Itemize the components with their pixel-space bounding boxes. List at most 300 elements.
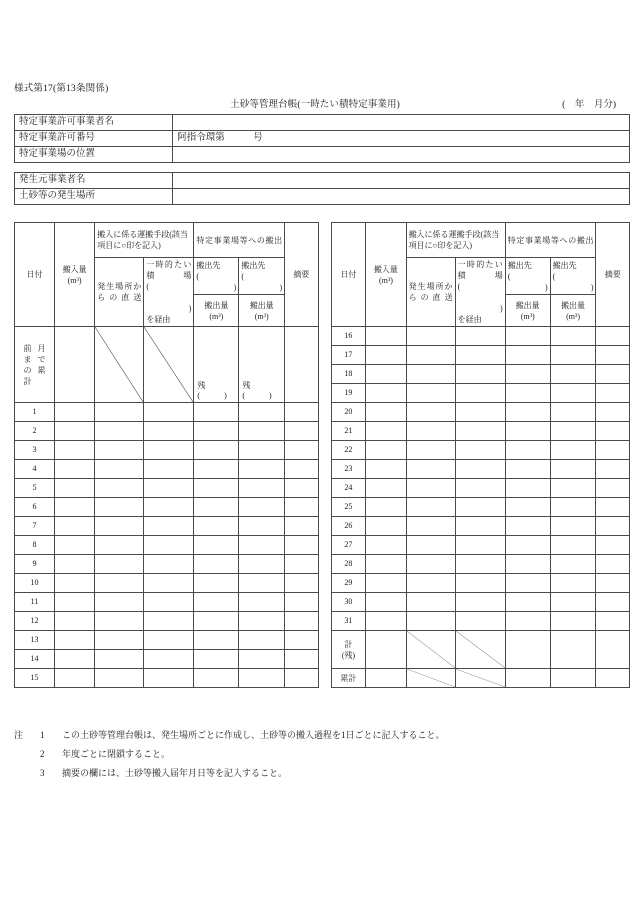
out-amount-1-cell[interactable] [505, 327, 550, 346]
prev-cumulative-carry-in[interactable] [54, 327, 94, 403]
table-row [15, 173, 630, 189]
source-info-value-1[interactable] [173, 189, 630, 205]
grand-total-via-yard-cell[interactable] [455, 669, 505, 688]
day-cell: 21 [331, 422, 366, 441]
header-carry-out-amount-2-left: 搬出量 (m³) [239, 295, 285, 327]
header-carry-out-right: 特定事業場等への搬出 [505, 223, 596, 258]
out-amount-1-cell[interactable] [194, 631, 239, 650]
table-row [15, 147, 630, 163]
carry-in-cell[interactable] [366, 479, 406, 498]
table-gap [318, 223, 331, 688]
carry-in-cell[interactable] [366, 365, 406, 384]
remarks-cell[interactable] [596, 479, 630, 498]
day-cell: 12 [15, 612, 55, 631]
via-yard-cell[interactable] [455, 327, 505, 346]
carry-in-cell[interactable] [54, 650, 94, 669]
business-info-value-2[interactable] [173, 147, 630, 163]
note-text: この土砂等管理台帳は、発生場所ごとに作成し、土砂等の搬入過程を1日ごとに記入すること。 [62, 730, 445, 740]
carry-in-cell[interactable] [366, 441, 406, 460]
carry-in-cell[interactable] [366, 593, 406, 612]
period-label: ( 年 月分) [562, 100, 616, 110]
header-direct-from-source-right: 発生場所からの直送 [406, 258, 455, 327]
prev-cumulative-out-1[interactable] [194, 327, 239, 403]
carry-in-cell[interactable] [54, 460, 94, 479]
header-remarks-left: 摘要 [285, 223, 318, 327]
ledger-header-row-1 [15, 223, 630, 258]
business-info-table [14, 114, 630, 163]
out-amount-1-cell[interactable] [194, 479, 239, 498]
out-amount-2-cell[interactable] [239, 498, 285, 517]
header-remarks-right: 摘要 [596, 223, 630, 327]
remarks-cell[interactable] [285, 574, 318, 593]
business-info-label-2: 特定事業場の位置 [15, 147, 173, 163]
via-yard-cell[interactable] [144, 555, 194, 574]
day-cell: 9 [15, 555, 55, 574]
direct-cell[interactable] [95, 612, 144, 631]
header-carry-in-label: 搬入量 [373, 264, 398, 274]
carry-in-cell[interactable] [366, 384, 406, 403]
prev-cumulative-out-2[interactable] [239, 327, 285, 403]
out-amount-1-cell[interactable] [194, 517, 239, 536]
out-amount-2-cell[interactable] [239, 612, 285, 631]
direct-cell[interactable] [95, 650, 144, 669]
carry-in-cell[interactable] [54, 555, 94, 574]
out-amount-1-cell[interactable] [194, 498, 239, 517]
table-row [15, 189, 630, 205]
out-amount-2-cell[interactable] [550, 441, 596, 460]
via-yard-cell[interactable] [455, 536, 505, 555]
via-yard-cell[interactable] [455, 441, 505, 460]
out-amount-2-cell[interactable] [550, 403, 596, 422]
via-yard-cell[interactable] [144, 441, 194, 460]
direct-cell[interactable] [406, 479, 455, 498]
source-info-table [14, 172, 630, 205]
header-direct-from-source-left: 発生場所からの直送 [95, 258, 144, 327]
out-amount-2-cell[interactable] [550, 536, 596, 555]
out-amount-2-cell[interactable] [239, 517, 285, 536]
direct-cell[interactable] [95, 631, 144, 650]
out-amount-2-cell[interactable] [239, 479, 285, 498]
direct-cell[interactable] [95, 479, 144, 498]
header-via-temp-yard-right: 一時的たい積場 ( ) を経由 [455, 258, 505, 327]
header-carry-in-unit: (m³) [378, 275, 393, 285]
out-amount-1-cell[interactable] [505, 479, 550, 498]
out-amount-1-cell[interactable] [505, 536, 550, 555]
day-cell: 13 [15, 631, 55, 650]
remarks-cell[interactable] [596, 384, 630, 403]
out-amount-2-cell[interactable] [239, 536, 285, 555]
diagonal-strike-icon [456, 669, 505, 687]
out-amount-1-cell[interactable] [194, 441, 239, 460]
out-amount-1-cell[interactable] [505, 346, 550, 365]
direct-cell[interactable] [406, 327, 455, 346]
via-yard-cell[interactable] [144, 536, 194, 555]
out-amount-2-cell[interactable] [239, 631, 285, 650]
carry-in-cell[interactable] [54, 441, 94, 460]
out-amount-1-cell[interactable] [505, 574, 550, 593]
direct-cell[interactable] [95, 403, 144, 422]
header-carry-out-amount-1-left: 搬出量 (m³) [194, 295, 239, 327]
prev-cumulative-via-yard[interactable] [144, 327, 194, 403]
via-yard-cell[interactable] [455, 346, 505, 365]
source-info-label-0: 発生元事業者名 [15, 173, 173, 189]
out-amount-2-cell[interactable] [550, 460, 596, 479]
business-info-value-0[interactable] [173, 115, 630, 131]
via-yard-cell[interactable] [144, 669, 194, 688]
day-cell: 3 [15, 441, 55, 460]
via-yard-cell[interactable] [144, 650, 194, 669]
carry-in-cell[interactable] [366, 517, 406, 536]
remarks-cell[interactable] [596, 460, 630, 479]
total-out-1-cell[interactable] [505, 631, 550, 669]
out-amount-1-cell[interactable] [194, 669, 239, 688]
out-amount-1-cell[interactable] [194, 574, 239, 593]
via-yard-cell[interactable] [144, 612, 194, 631]
diagonal-strike-icon [407, 631, 455, 668]
direct-cell[interactable] [406, 403, 455, 422]
day-cell: 24 [331, 479, 366, 498]
remarks-cell[interactable] [285, 612, 318, 631]
day-cell: 23 [331, 460, 366, 479]
out-amount-1-cell[interactable] [505, 555, 550, 574]
header-carry-out-left: 特定事業場等への搬出 [194, 223, 285, 258]
out-amount-2-cell[interactable] [550, 422, 596, 441]
note-number: 1 [40, 730, 45, 740]
header-carry-in-unit: (m³) [67, 275, 82, 285]
table-row [15, 131, 630, 147]
remarks-cell[interactable] [285, 631, 318, 650]
via-yard-cell[interactable] [144, 593, 194, 612]
direct-cell[interactable] [406, 574, 455, 593]
remainder-note-2: 残 ( ) [242, 381, 272, 400]
grand-total-direct-cell[interactable] [406, 669, 455, 688]
day-cell: 14 [15, 650, 55, 669]
remarks-cell[interactable] [285, 593, 318, 612]
header-carry-in-right [366, 223, 406, 327]
via-yard-cell[interactable] [455, 574, 505, 593]
header-carry-in-left [54, 223, 94, 327]
out-amount-1-cell[interactable] [194, 555, 239, 574]
carry-in-cell[interactable] [366, 346, 406, 365]
out-amount-1-cell[interactable] [505, 422, 550, 441]
day-cell: 8 [15, 536, 55, 555]
day-cell: 25 [331, 498, 366, 517]
day-cell: 22 [331, 441, 366, 460]
day-cell: 30 [331, 593, 366, 612]
out-amount-2-cell[interactable] [550, 574, 596, 593]
direct-cell[interactable] [406, 441, 455, 460]
via-yard-cell[interactable] [455, 555, 505, 574]
grand-total-carry-in-cell[interactable] [366, 669, 406, 688]
via-yard-cell[interactable] [144, 498, 194, 517]
business-info-label-0: 特定事業許可事業者名 [15, 115, 173, 131]
direct-cell[interactable] [406, 593, 455, 612]
carry-in-cell[interactable] [54, 669, 94, 688]
prev-month-cumulative-label: 前月までの累計 [15, 327, 55, 403]
via-yard-cell[interactable] [144, 460, 194, 479]
header-destination-1-left: 搬出先 ( ) [194, 258, 239, 295]
out-amount-1-cell[interactable] [194, 403, 239, 422]
day-cell: 4 [15, 460, 55, 479]
remarks-cell[interactable] [596, 422, 630, 441]
direct-cell[interactable] [406, 460, 455, 479]
via-yard-cell[interactable] [455, 479, 505, 498]
direct-cell[interactable] [95, 536, 144, 555]
carry-in-cell[interactable] [54, 593, 94, 612]
diagonal-strike-icon [456, 631, 505, 668]
out-amount-2-cell[interactable] [550, 517, 596, 536]
remarks-cell[interactable] [285, 650, 318, 669]
out-amount-1-cell[interactable] [194, 536, 239, 555]
direct-cell[interactable] [406, 346, 455, 365]
total-via-yard-cell[interactable] [455, 631, 505, 669]
out-amount-2-cell[interactable] [550, 612, 596, 631]
day-cell: 11 [15, 593, 55, 612]
note-text: 年度ごとに閉鎖すること。 [62, 749, 171, 759]
remarks-cell[interactable] [596, 517, 630, 536]
remarks-cell[interactable] [596, 365, 630, 384]
source-info-label-1: 土砂等の発生場所 [15, 189, 173, 205]
via-yard-cell[interactable] [144, 403, 194, 422]
via-yard-cell[interactable] [455, 612, 505, 631]
via-yard-cell[interactable] [144, 479, 194, 498]
direct-cell[interactable] [406, 365, 455, 384]
carry-in-cell[interactable] [366, 460, 406, 479]
via-yard-cell[interactable] [144, 574, 194, 593]
out-amount-2-cell[interactable] [550, 365, 596, 384]
header-carry-out-amount-2-right: 搬出量 (m³) [550, 295, 596, 327]
source-info-value-0[interactable] [173, 173, 630, 189]
business-info-label-1: 特定事業許可番号 [15, 131, 173, 147]
out-amount-2-cell[interactable] [550, 384, 596, 403]
table-row [15, 115, 630, 131]
remainder-note-1: 残 ( ) [197, 381, 227, 400]
header-via-temp-yard-left: 一時的たい積場 ( ) を経由 [144, 258, 194, 327]
note-number: 3 [40, 768, 45, 778]
remarks-cell[interactable] [285, 403, 318, 422]
form-number: 様式第17(第13条関係) [14, 84, 109, 94]
carry-in-cell[interactable] [54, 631, 94, 650]
out-amount-1-cell[interactable] [505, 365, 550, 384]
remarks-cell[interactable] [285, 517, 318, 536]
out-amount-2-cell[interactable] [239, 669, 285, 688]
grand-total-remarks-cell[interactable] [596, 669, 630, 688]
out-amount-2-cell[interactable] [239, 574, 285, 593]
carry-in-cell[interactable] [54, 536, 94, 555]
diagonal-strike-icon [144, 327, 193, 402]
direct-cell[interactable] [406, 536, 455, 555]
out-amount-1-cell[interactable] [505, 498, 550, 517]
direct-cell[interactable] [406, 555, 455, 574]
carry-in-cell[interactable] [366, 555, 406, 574]
out-amount-2-cell[interactable] [550, 327, 596, 346]
carry-in-cell[interactable] [366, 574, 406, 593]
remarks-cell[interactable] [285, 498, 318, 517]
out-amount-1-cell[interactable] [505, 441, 550, 460]
day-cell: 17 [331, 346, 366, 365]
day-cell: 19 [331, 384, 366, 403]
out-amount-2-cell[interactable] [550, 479, 596, 498]
direct-cell[interactable] [95, 441, 144, 460]
via-yard-cell[interactable] [144, 422, 194, 441]
notes-heading: 注 [14, 730, 24, 740]
carry-in-cell[interactable] [54, 574, 94, 593]
remarks-cell[interactable] [596, 498, 630, 517]
out-amount-1-cell[interactable] [505, 460, 550, 479]
total-direct-cell[interactable] [406, 631, 455, 669]
direct-cell[interactable] [406, 384, 455, 403]
total-carry-in-cell[interactable] [366, 631, 406, 669]
remarks-cell[interactable] [596, 555, 630, 574]
carry-in-cell[interactable] [366, 498, 406, 517]
remarks-cell[interactable] [285, 422, 318, 441]
header-transport-means-right: 搬入に係る運搬手段(該当項目に○印を記入) [406, 223, 505, 258]
via-yard-cell[interactable] [144, 631, 194, 650]
carry-in-cell[interactable] [54, 422, 94, 441]
note-item [14, 726, 616, 745]
remarks-cell[interactable] [596, 403, 630, 422]
day-cell: 1 [15, 403, 55, 422]
remarks-cell[interactable] [596, 536, 630, 555]
via-yard-cell[interactable] [455, 593, 505, 612]
total-out-2-cell[interactable] [550, 631, 596, 669]
diagonal-strike-icon [95, 327, 143, 402]
remarks-cell[interactable] [285, 479, 318, 498]
via-yard-cell[interactable] [455, 365, 505, 384]
total-remarks-cell[interactable] [596, 631, 630, 669]
day-cell: 28 [331, 555, 366, 574]
day-cell: 20 [331, 403, 366, 422]
remarks-cell[interactable] [596, 612, 630, 631]
via-yard-cell[interactable] [455, 403, 505, 422]
out-amount-1-cell[interactable] [194, 460, 239, 479]
page-title: 土砂等管理台帳(一時たい積特定事業用) [230, 100, 400, 110]
day-cell: 2 [15, 422, 55, 441]
carry-in-cell[interactable] [54, 479, 94, 498]
out-amount-2-cell[interactable] [239, 403, 285, 422]
direct-cell[interactable] [406, 422, 455, 441]
carry-in-cell[interactable] [54, 403, 94, 422]
remarks-cell[interactable] [596, 441, 630, 460]
day-cell: 5 [15, 479, 55, 498]
out-amount-2-cell[interactable] [239, 441, 285, 460]
remarks-cell[interactable] [596, 346, 630, 365]
out-amount-1-cell[interactable] [505, 403, 550, 422]
direct-cell[interactable] [95, 460, 144, 479]
remarks-cell[interactable] [285, 441, 318, 460]
via-yard-cell[interactable] [455, 460, 505, 479]
remarks-cell[interactable] [285, 536, 318, 555]
total-remainder-label: 計 (残) [331, 631, 366, 669]
carry-in-cell[interactable] [366, 422, 406, 441]
direct-cell[interactable] [406, 517, 455, 536]
remarks-cell[interactable] [285, 555, 318, 574]
via-yard-cell[interactable] [455, 498, 505, 517]
diagonal-strike-icon [407, 669, 455, 687]
day-cell: 10 [15, 574, 55, 593]
day-cell: 15 [15, 669, 55, 688]
notes-section [14, 726, 616, 783]
direct-cell[interactable] [95, 517, 144, 536]
direct-cell[interactable] [95, 593, 144, 612]
remarks-cell[interactable] [285, 669, 318, 688]
note-text: 摘要の欄には、土砂等搬入届年月日等を記入すること。 [62, 768, 288, 778]
direct-cell[interactable] [95, 669, 144, 688]
carry-in-cell[interactable] [54, 517, 94, 536]
day-cell: 26 [331, 517, 366, 536]
carry-in-cell[interactable] [366, 612, 406, 631]
remarks-cell[interactable] [596, 593, 630, 612]
out-amount-1-cell[interactable] [194, 612, 239, 631]
remarks-cell[interactable] [596, 574, 630, 593]
header-date-left: 日付 [15, 223, 55, 327]
direct-cell[interactable] [406, 498, 455, 517]
header-carry-out-amount-1-right: 搬出量 (m³) [505, 295, 550, 327]
carry-in-cell[interactable] [366, 536, 406, 555]
out-amount-2-cell[interactable] [550, 346, 596, 365]
grand-total-out-2-cell[interactable] [550, 669, 596, 688]
prev-cumulative-direct[interactable] [95, 327, 144, 403]
prev-cumulative-remarks[interactable] [285, 327, 318, 403]
out-amount-1-cell[interactable] [505, 517, 550, 536]
header-carry-in-label: 搬入量 [62, 264, 87, 274]
header-date-right: 日付 [331, 223, 366, 327]
direct-cell[interactable] [406, 612, 455, 631]
out-amount-1-cell[interactable] [194, 593, 239, 612]
direct-cell[interactable] [95, 574, 144, 593]
remarks-cell[interactable] [285, 460, 318, 479]
carry-in-cell[interactable] [54, 612, 94, 631]
direct-cell[interactable] [95, 498, 144, 517]
via-yard-cell[interactable] [144, 517, 194, 536]
out-amount-2-cell[interactable] [550, 498, 596, 517]
day-cell: 27 [331, 536, 366, 555]
carry-in-cell[interactable] [366, 327, 406, 346]
via-yard-cell[interactable] [455, 422, 505, 441]
header-destination-2-left: 搬出先 ( ) [239, 258, 285, 295]
out-amount-2-cell[interactable] [239, 593, 285, 612]
grand-total-label: 累計 [331, 669, 366, 688]
via-yard-cell[interactable] [455, 384, 505, 403]
out-amount-1-cell[interactable] [505, 384, 550, 403]
carry-in-cell[interactable] [366, 403, 406, 422]
soil-management-ledger [14, 222, 630, 688]
out-amount-1-cell[interactable] [505, 612, 550, 631]
direct-cell[interactable] [95, 555, 144, 574]
out-amount-2-cell[interactable] [550, 593, 596, 612]
via-yard-cell[interactable] [455, 517, 505, 536]
day-cell: 29 [331, 574, 366, 593]
business-info-value-1[interactable]: 阿指令環第 号 [173, 131, 630, 147]
day-cell: 6 [15, 498, 55, 517]
day-cell: 16 [331, 327, 366, 346]
out-amount-2-cell[interactable] [239, 460, 285, 479]
remarks-cell[interactable] [596, 327, 630, 346]
carry-in-cell[interactable] [54, 498, 94, 517]
out-amount-2-cell[interactable] [239, 555, 285, 574]
header-transport-means-left: 搬入に係る運搬手段(該当項目に○印を記入) [95, 223, 194, 258]
note-item [14, 745, 616, 764]
out-amount-1-cell[interactable] [194, 422, 239, 441]
note-number: 2 [40, 749, 45, 759]
out-amount-2-cell[interactable] [239, 422, 285, 441]
out-amount-2-cell[interactable] [239, 650, 285, 669]
direct-cell[interactable] [95, 422, 144, 441]
out-amount-1-cell[interactable] [505, 593, 550, 612]
grand-total-out-1-cell[interactable] [505, 669, 550, 688]
out-amount-1-cell[interactable] [194, 650, 239, 669]
out-amount-2-cell[interactable] [550, 555, 596, 574]
